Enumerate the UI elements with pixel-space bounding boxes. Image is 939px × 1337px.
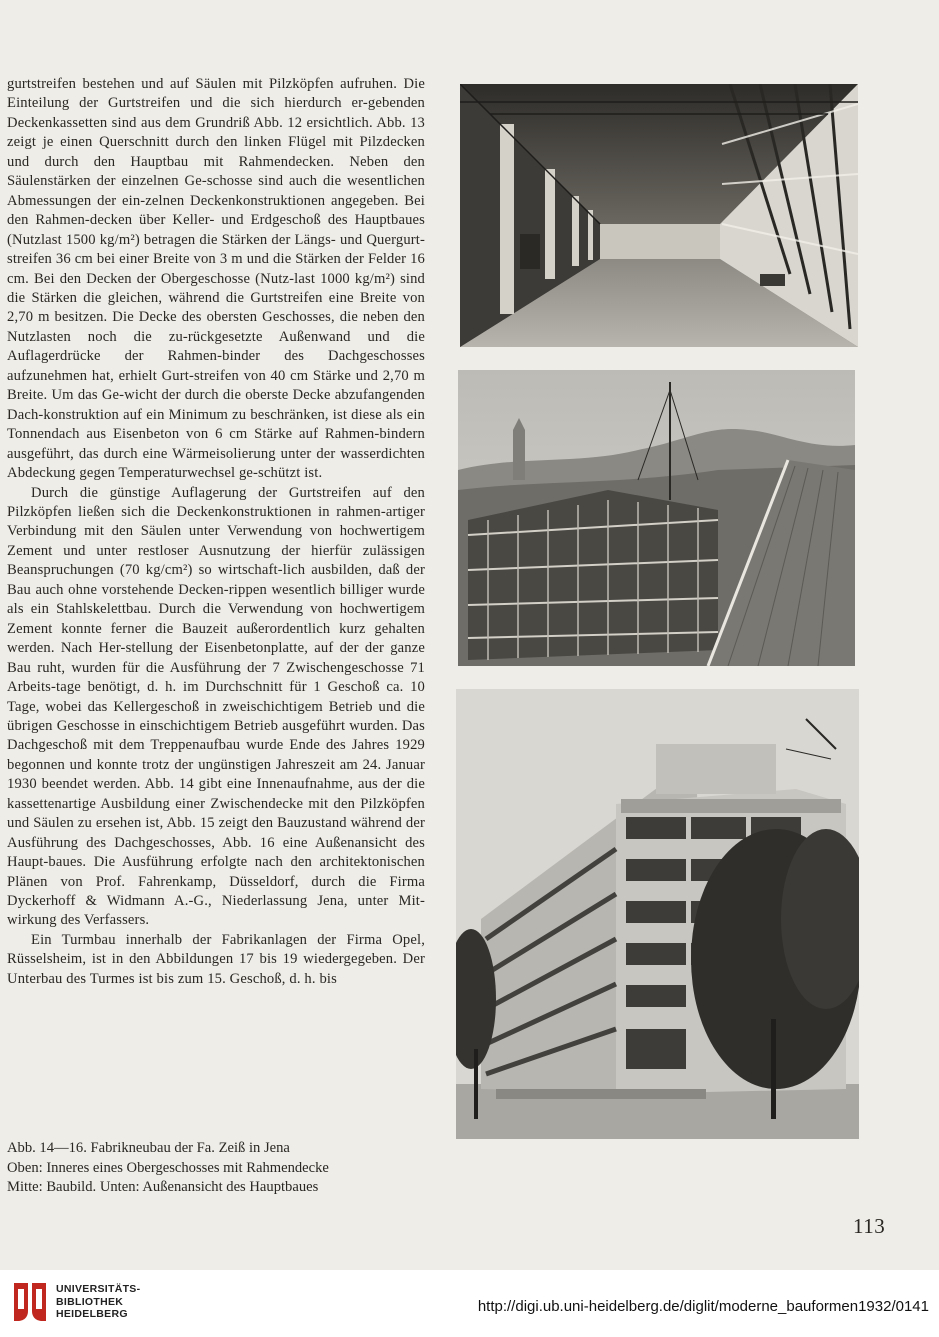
caption-line-1: Abb. 14—16. Fabrikneubau der Fa. Zeiß in Jena bbox=[7, 1140, 290, 1156]
caption-line-3: Mitte: Baubild. Unten: Außenansicht des Hauptbaues bbox=[7, 1179, 319, 1195]
paragraph-2: Durch die günstige Auflagerung der Gurtstreifen auf den Pilzköpfen ließen sich die Deckenkonstruktionen in rahmen-artiger Verbindung mit den Säulen unter Verwendung von hochwertigem Zement und unter restloser Ausnutzung der hierfür zulässigen Beanspruchungen (70 kg/cm²) so wirtschaft-lich ausbilden, daß der Bau auch ohne vorstehende Decken-rippen wesentlich billiger wurde als ein Stahlskelettbau. Durch die Verwendung von hochwertigem Zement konnte ferner die Bauzeit außerordentlich kurz gehalten werden. Nach Her-stellung der Eisenbetonplatte, auf der der ganze Bau ruht, wurden für die Ausführung der 7 Zwischengeschosse 71 Arbeits-tage benötigt, d. h. im Durchschnitt für 1 Geschoß ca. 10 Tage, wobei das Kellergeschoß in zweischichtigem Betrieb und die übrigen Geschosse in einschichtigem Betrieb ausgeführt wurden. Das Dachgeschoß mit dem Treppenaufbau wurde Ende des Jahres 1929 begonnen und konnte trotz der ungünstigen Jahreszeit am 24. Januar 1930 beendet werden. Abb. 14 gibt eine Innenaufnahme, aus der die kassettenartige Ausbildung einer Zwischendecke mit den Pilzköpfen und Säulen zu ersehen ist, Abb. 15 zeigt den Bauzustand während der Ausführung des Dachgeschosses, Abb. 16 eine Außenansicht des Haupt-baues. Die Ausführung erfolgte nach den architektonischen Plänen von Prof. Fahrenkamp, Düsseldorf, durch die Firma Dyckerhoff & Widmann A.-G., Niederlassung Jena, unter Mit-wirkung des Verfassers. bbox=[7, 484, 425, 929]
paragraph-1: gurtstreifen bestehen und auf Säulen mit Pilzköpfen aufruhen. Die Einteilung der Gurtstreifen und die sich hierdurch er-gebenden Deckenkassetten sind aus dem Grundriß Abb. 12 ersichtlich. Abb. 13 zeigt je einen Querschnitt durch den linken Flügel mit Pilzdecken und durch den Hauptbau mit Rahmendecken. Neben den Säulenstärken der einzelnen Ge-schosse sind auch die wesentlichen Abmessungen der ein-zelnen Deckenkonstruktionen angegeben. Bei den Rahmen-decken über Keller- und Erdgeschoß des Hauptbaues (Nutzlast 1500 kg/m²) betragen die Stärken der Längs- und Quergurt-streifen 36 cm bei einer Breite von 3 m und die Stärken der Felder 16 cm. Bei den Decken der Obergeschosse (Nutz-last 1000 kg/m²) sind die Stärken die gleichen, während die Gurtstreifen eine Breite von 2,70 m besitzen. Die Decke des obersten Geschosses, die neben den Nutzlasten noch die zu-rückgesetzte Außenwand und die Auflagerdrücke der Rahmen-binder des Dachgeschosses aufzunehmen hat, erhielt Gurt-streifen von 40 cm Stärke und 2,70 m Breite. Um das Ge-wicht der durch die oberste Decke abzufangenden Dach-konstruktion auf ein Minimum zu beschränken, ist diese als ein Tonnendach aus Eisenbeton von 6 cm Stärke auf Rahmen-bindern ausgeführt, das durch eine Wärmeisolierung unter der wasserdichten Abdeckung gegen Temperaturwechsel ge-schützt ist. bbox=[7, 76, 425, 482]
library-line-2: BIBLIOTHEK bbox=[56, 1295, 124, 1308]
library-line-1: UNIVERSITÄTS- bbox=[56, 1283, 141, 1295]
figure-caption bbox=[7, 1139, 329, 1198]
permalink-url[interactable]: http://digi.ub.uni-heidelberg.de/diglit/moderne_bauformen1932/0141 bbox=[477, 1298, 929, 1315]
ub-heidelberg-logo-icon[interactable] bbox=[10, 1281, 50, 1325]
page-number: 113 bbox=[853, 1214, 886, 1238]
photo-interior-upper-floor bbox=[460, 84, 858, 347]
photo-exterior-main-building bbox=[456, 689, 859, 1139]
photo-construction-site bbox=[458, 370, 855, 666]
caption-line-2: Oben: Inneres eines Obergeschosses mit Rahmendecke bbox=[7, 1159, 329, 1176]
library-name[interactable] bbox=[56, 1283, 140, 1321]
paragraph-3: Ein Turmbau innerhalb der Fabrikanlagen der Firma Opel, Rüsselsheim, ist in den Abbildungen 17 bis 19 wiedergegeben. Der Unterbau des Turmes ist bis zum 15. Geschoß, d. h. bis bbox=[7, 931, 425, 987]
body-text bbox=[7, 75, 425, 989]
library-line-3: HEIDELBERG bbox=[56, 1308, 128, 1320]
